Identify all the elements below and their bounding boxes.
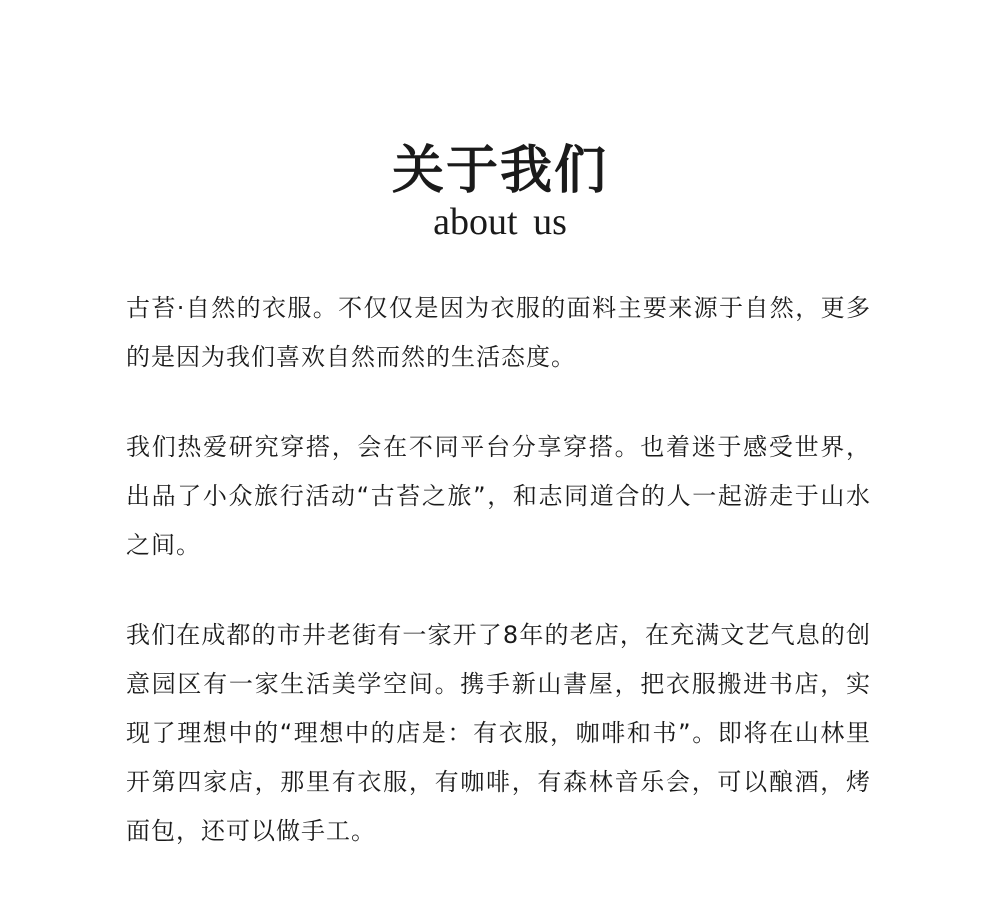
about-content <box>126 284 871 856</box>
page-title: 关于我们 <box>391 141 608 201</box>
about-header <box>0 140 1000 242</box>
paragraph-stores: 我们在成都的市井老街有一家开了8年的老店，在充满文艺气息的创意园区有一家生活美学空间。携手新山書屋，把衣服搬进书店，实现了理想中的“理想中的店是：有衣服，咖啡和书”。即将在山林里开第四家店，那里有衣服，有咖啡，有森林音乐会，可以酿酒，烤面包，还可以做手工。 <box>126 621 871 845</box>
page-subtitle: about us <box>433 201 567 243</box>
paragraph-travel: 我们热爱研究穿搭，会在不同平台分享穿搭。也着迷于感受世界，出品了小众旅行活动“古苔之旅”，和志同道合的人一起游走于山水之间。 <box>126 433 871 559</box>
paragraph-intro: 古苔·自然的衣服。不仅仅是因为衣服的面料主要来源于自然，更多的是因为我们喜欢自然而然的生活态度。 <box>126 294 871 371</box>
